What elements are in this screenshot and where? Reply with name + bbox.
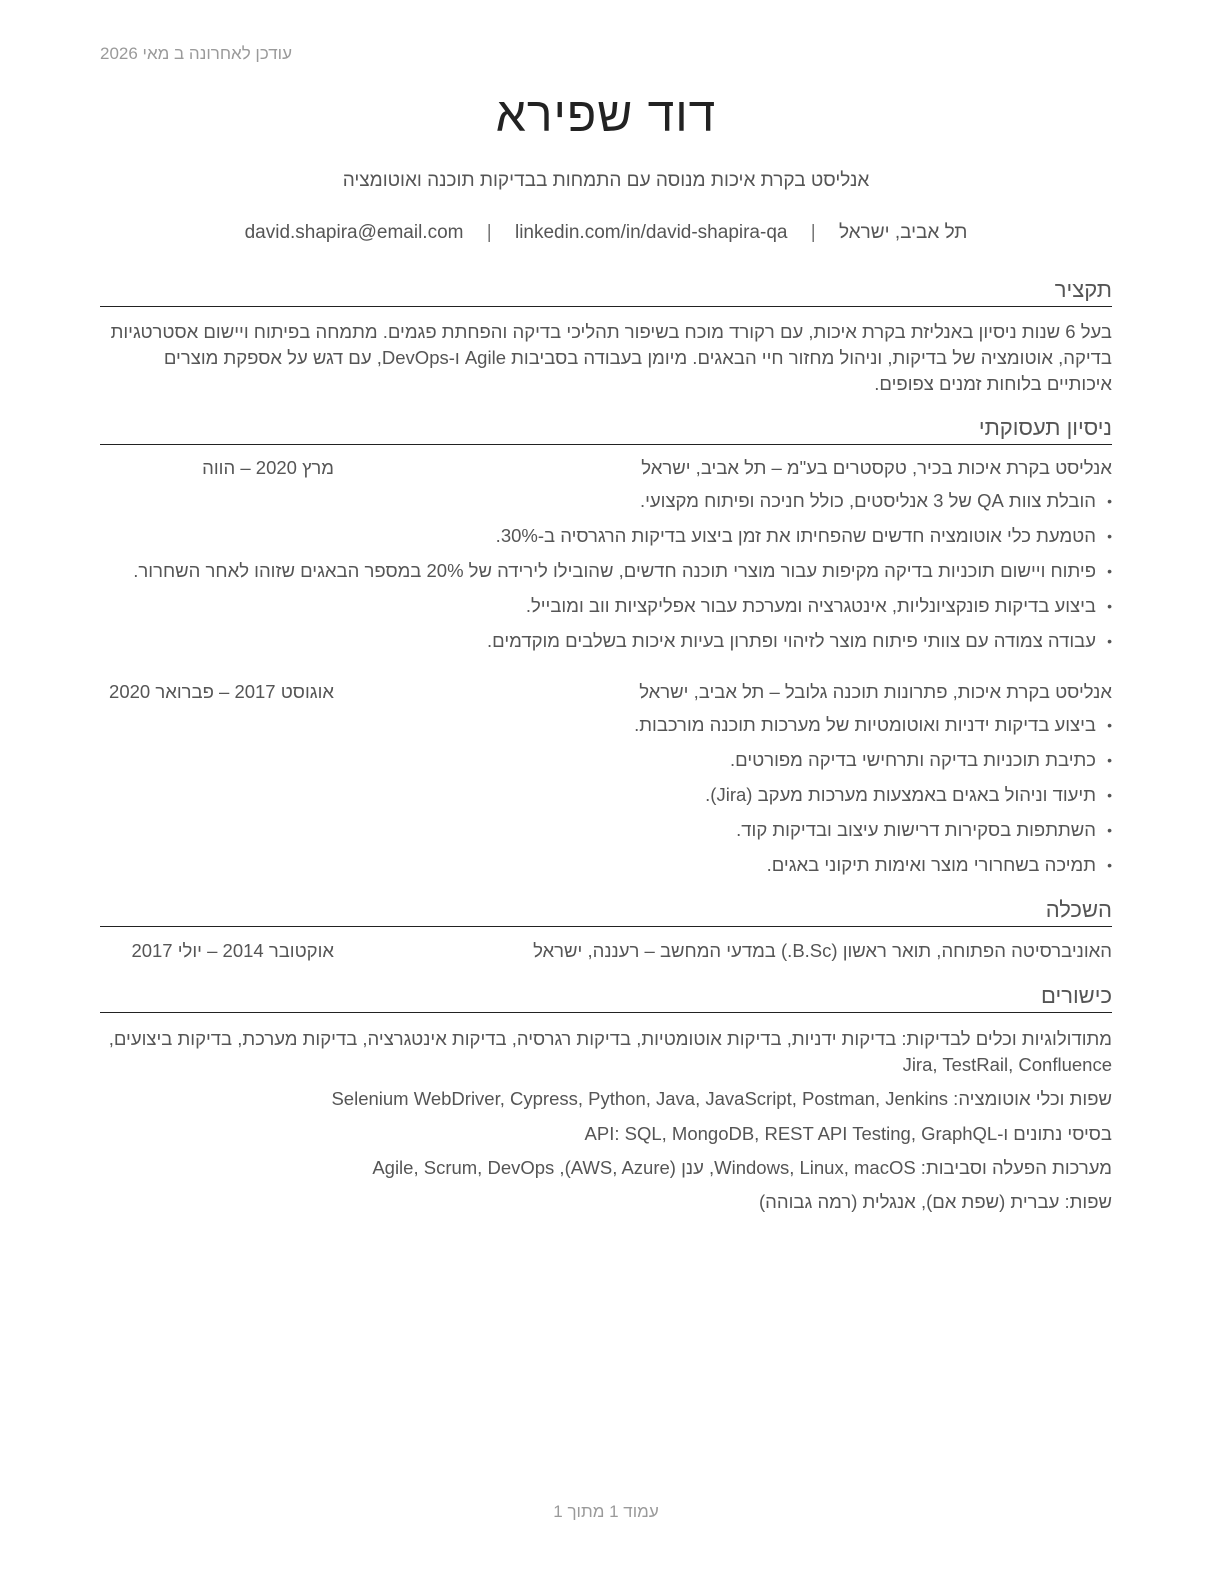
candidate-headline: אנליסט בקרת איכות מנוסה עם התמחות בבדיקות תוכנה ואוטומציה (342, 170, 870, 191)
skill-line: שפות: עברית (שפת אם), אנגלית (רמה גבוהה) (759, 1191, 1112, 1212)
summary-text: בעל 6 שנות ניסיון באנליזת בקרת איכות, עם רקורד מוכח בשיפור תהליכי בדיקה והפחתת פגמים. מתמחה בפיתוח ויישום אסטרטגיות בדיקה, אוטומציה של בדיקות, וניהול מחזור חיי הבאגים. מיומן בעבודה בסביבות Agile ו-DevOps, עם דגש על אספקת מוצרים איכותיים בלוחות זמנים צפופים. (110, 321, 1112, 394)
contact-linkedin[interactable]: linkedin.com/in/david-shapira-qa (514, 222, 788, 243)
job-bullet: • תמיכה בשחרורי מוצר ואימות תיקוני באגים. (100, 852, 1112, 887)
education-dates: אוקטובר 2014 – יולי 2017 (131, 940, 334, 961)
education-degree: האוניברסיטה הפתוחה, תואר ראשון (B.Sc.) במדעי המחשב – רעננה, ישראל (533, 940, 1112, 961)
experience-heading: ניסיון תעסוקתי (100, 414, 1112, 445)
contact-email[interactable]: david.shapira@email.com (244, 222, 464, 243)
summary-heading: תקציר (100, 276, 1112, 307)
skill-line: בסיסי נתונים ו-API: SQL, MongoDB, REST API Testing, GraphQL (584, 1123, 1112, 1144)
job-bullet: • כתיבת תוכניות בדיקה ותרחישי בדיקה מפורטים. (100, 747, 1112, 782)
job-title: אנליסט בקרת איכות בכיר, טקסטרים בע"מ – תל אביב, ישראל (641, 457, 1112, 478)
skill-line: שפות וכלי אוטומציה: Selenium WebDriver, Cypress, Python, Java, JavaScript, Postman, Jenkins (331, 1088, 1112, 1109)
job-title: אנליסט בקרת איכות, פתרונות תוכנה גלובל – תל אביב, ישראל (639, 681, 1112, 702)
contact-line (100, 222, 1112, 244)
job-header (100, 681, 1112, 707)
job-dates: מרץ 2020 – הווה (202, 457, 334, 478)
skill-line: מתודולוגיות וכלים לבדיקות: בדיקות ידניות, בדיקות אוטומטיות, בדיקות רגרסיה, בדיקות אינטגרציה, בדיקות מערכת, בדיקות ביצועים, Jira, TestRail, Confluence (108, 1028, 1112, 1075)
skill-line: מערכות הפעלה וסביבות: Windows, Linux, macOS, ענן (AWS, Azure), Agile, Scrum, DevOps (372, 1157, 1112, 1178)
candidate-name: דוד שפירא (495, 89, 717, 142)
job-bullet: • עבודה צמודה עם צוותי פיתוח מוצר לזיהוי ופתרון בעיות איכות בשלבים מוקדמים. (100, 628, 1112, 663)
last-updated-note: עודכן לאחרונה ב מאי 2026 (100, 44, 292, 63)
job-bullet: • ביצוע בדיקות פונקציונליות, אינטגרציה ומערכת עבור אפליקציות ווב ומובייל. (100, 593, 1112, 628)
job-bullet: • תיעוד וניהול באגים באמצעות מערכות מעקב (Jira). (100, 782, 1112, 817)
job-bullet: • ביצוע בדיקות ידניות ואוטומטיות של מערכות תוכנה מורכבות. (100, 712, 1112, 747)
job-bullets (100, 712, 1112, 887)
education-entry (100, 940, 1112, 966)
resume-page (100, 0, 1112, 1584)
contact-separator: | (486, 222, 492, 243)
job-bullet: • הובלת צוות QA של 3 אנליסטים, כולל חניכה ופיתוח מקצועי. (100, 488, 1112, 523)
job-bullet: • השתתפות בסקירות דרישות עיצוב ובדיקות קוד. (100, 817, 1112, 852)
contact-location: תל אביב, ישראל (838, 222, 968, 243)
job-bullet: • הטמעת כלי אוטומציה חדשים שהפחיתו את זמן ביצוע בדיקות הרגרסיה ב-30%. (100, 523, 1112, 558)
education-heading: השכלה (100, 896, 1112, 927)
contact-separator: | (810, 222, 816, 243)
skills-heading: כישורים (100, 982, 1112, 1013)
page-number: עמוד 1 מתוך 1 (553, 1502, 659, 1521)
job-dates: אוגוסט 2017 – פברואר 2020 (109, 681, 334, 702)
job-bullets (100, 488, 1112, 663)
job-header (100, 457, 1112, 483)
job-bullet: • פיתוח ויישום תוכניות בדיקה מקיפות עבור מוצרי תוכנה חדשים, שהובילו לירידה של 20% במספר הבאגים שזוהו לאחר השחרור. (100, 558, 1112, 593)
